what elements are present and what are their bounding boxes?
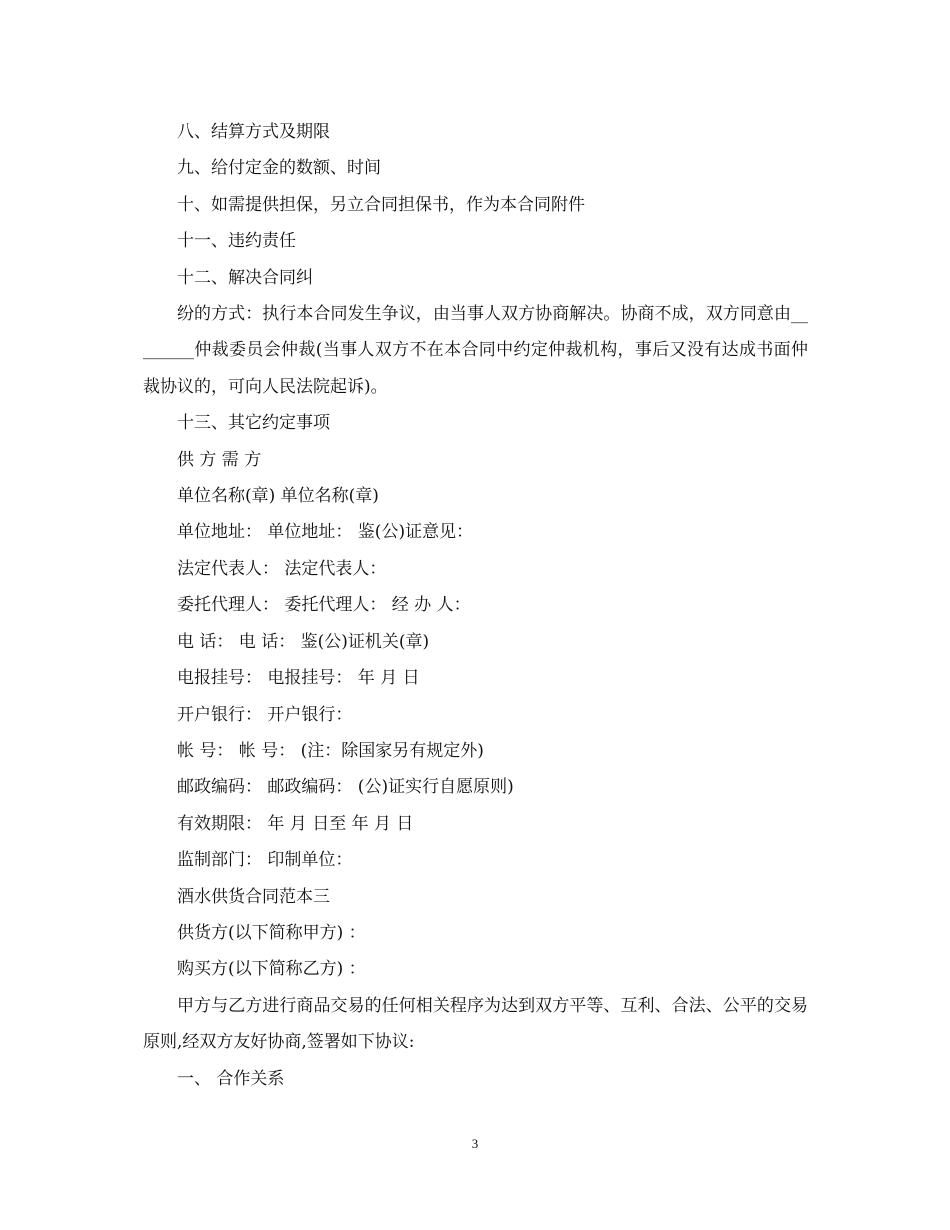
document-body [143,114,808,1097]
postal-code-line: 邮政编码： 邮政编码： (公)证实行自愿原则) [177,777,514,798]
section-1-cooperation: 一、 合作关系 [177,1068,285,1089]
unit-address-line: 单位地址： 单位地址： 鉴(公)证意见： [177,522,474,543]
bank-line: 开户银行： 开户银行： [177,704,353,725]
parties-header: 供 方 需 方 [177,449,262,470]
contract-title-three: 酒水供货合同范本三 [177,886,330,907]
validity-line: 有效期限： 年 月 日至 年 月 日 [177,813,414,834]
agreement-intro-paragraph: 甲方与乙方进行商品交易的任何相关程序为达到双方平等、互利、合法、公平的交易原则,经双方友好协商,签署如下协议: [143,995,808,1053]
section-9-deposit: 九、给付定金的数额、时间 [177,158,381,179]
account-line: 帐 号： 帐 号： (注：除国家另有规定外) [177,740,484,761]
legal-representative-line: 法定代表人： 法定代表人： [177,558,387,579]
supervision-line: 监制部门： 印制单位： [177,850,353,871]
unit-name-line: 单位名称(章) 单位名称(章) [177,486,379,507]
supplier-line: 供货方(以下简称甲方) ： [177,922,366,943]
section-13-other-matters: 十三、其它约定事项 [177,413,330,434]
section-12-dispute-heading: 十二、解决合同纠 [177,267,313,288]
authorized-agent-line: 委托代理人： 委托代理人： 经 办 人： [177,595,471,616]
page-number: 3 [471,1136,479,1151]
dispute-resolution-paragraph: 纷的方式：执行本合同发生争议，由当事人双方协商解决。协商不成，双方同意由________仲裁委员会仲裁(当事人双方不在本合同中约定仲裁机构，事后又没有达成书面仲裁协议的，可向人民法院起诉)。 [143,304,808,397]
telegraph-line: 电报挂号： 电报挂号： 年 月 日 [177,668,420,689]
section-8-settlement: 八、结算方式及期限 [177,122,330,142]
section-10-guarantee: 十、如需提供担保，另立合同担保书，作为本合同附件 [177,194,585,215]
buyer-line: 购买方(以下简称乙方) ： [177,959,366,980]
phone-line: 电 话： 电 话： 鉴(公)证机关(章) [177,631,430,652]
section-11-liability: 十一、违约责任 [177,231,296,252]
